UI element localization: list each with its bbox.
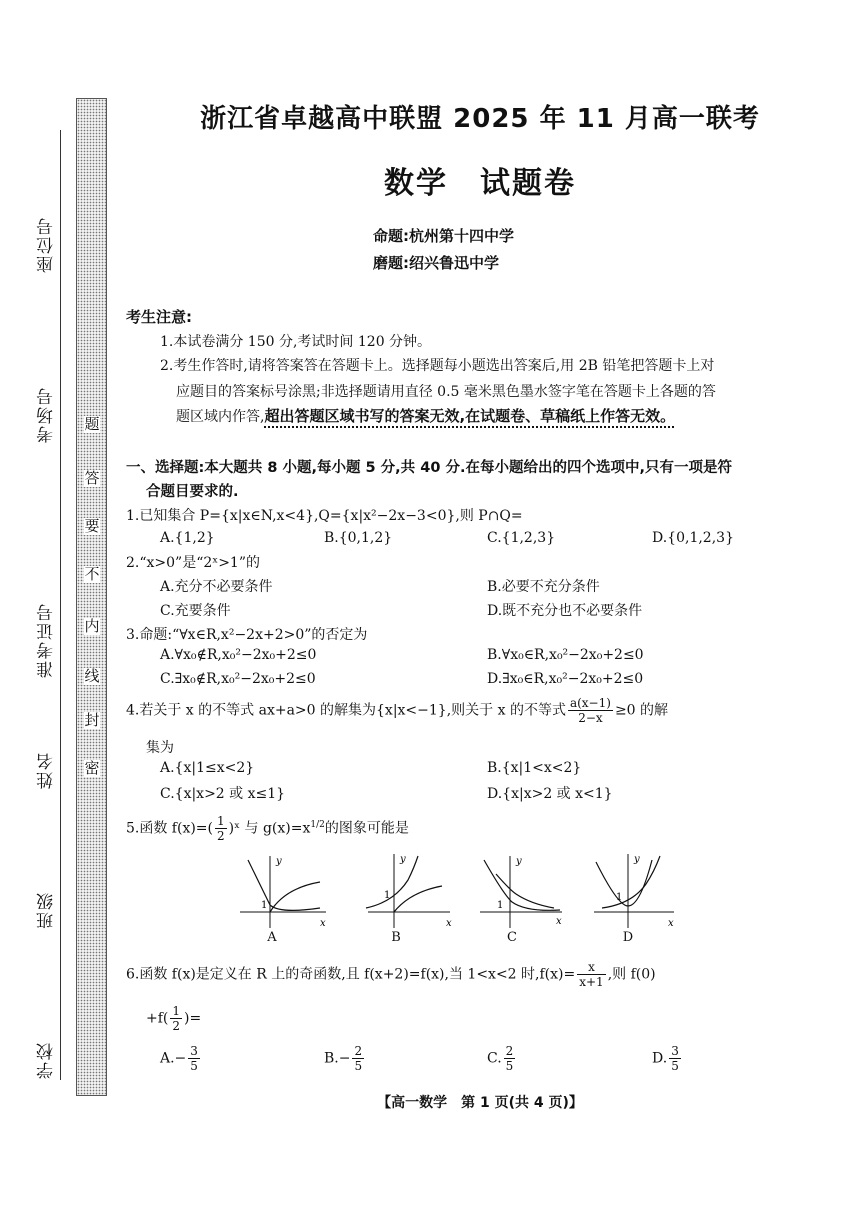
question-6-option-c	[487, 1044, 517, 1073]
notice-title: 考生注意:	[126, 308, 192, 326]
graph-d-y-label: y	[634, 854, 640, 865]
question-2-option-d: D.既不充分也不必要条件	[487, 603, 643, 619]
question-5-fraction	[215, 814, 227, 843]
question-1-option-b: B.{0,1,2}	[324, 530, 393, 546]
fraction-numerator: 3	[190, 1044, 198, 1058]
notice-item-2-line-1: 2.考生作答时,请将答案答在答题卡上。选择题每小题选出答案后,用 2B 铅笔把答题卡上对	[160, 358, 715, 374]
seal-char: 答	[84, 469, 100, 487]
graph-d-x-label: x	[668, 918, 674, 929]
graph-b-x-label: x	[446, 918, 452, 929]
question-4-stem-line-2: 集为	[146, 740, 174, 756]
question-6-line-2-fraction	[170, 1004, 182, 1033]
question-6-stem-text: 6.函数 f(x)是定义在 R 上的奇函数,且 f(x+2)=f(x),当 1<x<2 时,f(x)=	[126, 966, 576, 983]
graph-b-y-label: y	[400, 854, 406, 865]
fraction-denominator: 5	[505, 1059, 514, 1073]
graph-c	[476, 850, 571, 930]
seal-char: 要	[84, 517, 100, 535]
seal-char: 密	[84, 759, 100, 777]
question-1-option-d: D.{0,1,2,3}	[652, 530, 734, 546]
graph-a-label: A	[267, 930, 277, 945]
setter-credit: 命题:杭州第十四中学	[373, 227, 514, 245]
option-fraction	[188, 1044, 200, 1073]
question-3-option-b: B.∀x₀∈R,x₀²−2x₀+2≤0	[487, 647, 644, 663]
option-fraction	[669, 1044, 681, 1073]
question-3-option-a: A.∀x₀∉R,x₀²−2x₀+2≤0	[160, 647, 317, 663]
question-6-line-2-post: )=	[184, 1010, 202, 1027]
fraction-denominator: 5	[671, 1059, 679, 1073]
page-footer: 【高一数学 第 1 页(共 4 页)】	[377, 1095, 583, 1111]
fraction-denominator: 5	[354, 1059, 363, 1073]
question-4-stem-text: 4.若关于 x 的不等式 ax+a>0 的解集为{x|x<−1},则关于 x 的不等式	[126, 702, 566, 719]
fraction-denominator: 2	[217, 829, 225, 843]
question-2-stem: 2.“x>0”是“2ˣ>1”的	[126, 555, 260, 571]
graph-a-x-label: x	[320, 918, 326, 929]
question-6-line-2-pre: +f(	[146, 1010, 169, 1027]
seal-char: 封	[84, 711, 100, 729]
question-3-option-c: C.∃x₀∉R,x₀²−2x₀+2≤0	[160, 671, 316, 687]
graph-a-exp-curve	[248, 860, 320, 910]
notice-item-2-line-3-text: 题区域内作答,	[176, 409, 265, 425]
name-label: 姓名	[37, 751, 57, 789]
question-6-stem	[126, 960, 656, 989]
graph-d-label: D	[622, 930, 634, 945]
fraction-denominator: x+1	[579, 975, 604, 989]
question-5-exponent: 1/2	[310, 819, 325, 830]
exam-room-label: 考场号	[37, 386, 57, 444]
graph-c-x-label: x	[556, 916, 562, 927]
option-fraction	[504, 1044, 516, 1073]
question-4-fraction	[568, 696, 613, 725]
option-prefix: C.	[487, 1050, 502, 1067]
section-1-heading-line-2: 合题目要求的.	[146, 484, 239, 500]
fraction-numerator: x	[577, 960, 605, 975]
notice-item-2-line-3	[176, 405, 675, 426]
graph-c-label: C	[507, 930, 517, 945]
question-6-fraction	[577, 960, 605, 989]
question-4-stem	[126, 696, 668, 725]
question-4-option-d: D.{x|x>2 或 x<1}	[487, 786, 613, 802]
graph-a-one-label: 1	[261, 900, 268, 911]
graph-d	[588, 850, 683, 930]
question-6-stem-line-2	[146, 1004, 201, 1033]
fraction-denominator: 2−x	[578, 711, 603, 725]
section-1-heading: 一、选择题:本大题共 8 小题,每小题 5 分,共 40 分.在每小题给出的四个选项中,只有一项是符	[126, 460, 732, 476]
question-2-option-a: A.充分不必要条件	[160, 579, 273, 595]
graph-b-one-label: 1	[384, 890, 391, 901]
option-prefix: A.−	[160, 1050, 187, 1067]
graph-d-one-label: 1	[616, 892, 623, 903]
class-label: 班级	[37, 891, 57, 929]
reviewer-credit: 磨题:绍兴鲁迅中学	[373, 254, 499, 272]
question-6-stem-end: ,则 f(0)	[607, 966, 656, 983]
graph-a-power-curve	[270, 882, 320, 912]
fraction-numerator: 2	[505, 1044, 514, 1058]
question-5-stem-mid: )ˣ 与 g(x)=x	[228, 820, 311, 837]
question-4-option-b: B.{x|1<x<2}	[487, 760, 582, 776]
question-6-option-a	[160, 1044, 202, 1073]
option-fraction	[352, 1044, 364, 1073]
seal-char: 题	[84, 415, 100, 433]
graph-c-y-label: y	[516, 856, 522, 867]
fraction-numerator: 2	[354, 1044, 363, 1058]
binding-line	[60, 130, 61, 1080]
notice-emphasis: 超出答题区域书写的答案无效,在试题卷、草稿纸上作答无效。	[264, 407, 676, 425]
seal-char: 内	[84, 617, 100, 635]
graph-d-exp-curve	[596, 860, 652, 906]
question-4-option-a: A.{x|1≤x<2}	[160, 760, 255, 776]
graph-a	[240, 850, 335, 930]
question-4-stem-end: ≥0 的解	[614, 702, 669, 719]
fraction-denominator: 2	[172, 1019, 181, 1033]
graph-b-power-curve	[394, 886, 442, 912]
graph-a-y-label: y	[276, 856, 282, 867]
graph-b-exp-curve	[366, 856, 418, 908]
question-6-option-d	[652, 1044, 683, 1073]
question-6-option-b	[324, 1044, 366, 1073]
seal-char: 不	[84, 565, 100, 583]
question-3-option-d: D.∃x₀∈R,x₀²−2x₀+2≤0	[487, 671, 644, 687]
question-5-stem-end: 的图象可能是	[324, 820, 409, 837]
seal-char: 线	[84, 667, 100, 685]
option-prefix: D.	[652, 1050, 668, 1067]
question-1-stem: 1.已知集合 P={x|x∈N,x<4},Q={x|x²−2x−3<0},则 P∩Q=	[126, 508, 523, 524]
graph-c-exp-curve	[484, 860, 560, 910]
fraction-numerator: 1	[217, 814, 225, 828]
fraction-numerator: a(x−1)	[569, 696, 611, 710]
fraction-numerator: 1	[172, 1004, 181, 1018]
graph-c-power-curve	[496, 874, 554, 908]
graph-b	[362, 850, 457, 930]
graph-b-label: B	[391, 930, 401, 945]
admission-number-label: 准考证号	[37, 602, 57, 678]
question-5-stem-text: 5.函数 f(x)=(	[126, 820, 214, 837]
question-4-option-c: C.{x|x>2 或 x≤1}	[160, 786, 286, 802]
question-2-option-b: B.必要不充分条件	[487, 579, 600, 595]
fraction-numerator: 3	[671, 1044, 679, 1058]
notice-item-2-line-2: 应题目的答案标号涂黑;非选择题请用直径 0.5 毫米黑色墨水签字笔在答题卡上各题的答	[176, 384, 716, 400]
notice-item-1: 1.本试卷满分 150 分,考试时间 120 分钟。	[160, 334, 432, 350]
fraction-denominator: 5	[190, 1059, 198, 1073]
question-3-stem: 3.命题:“∀x∈R,x²−2x+2>0”的否定为	[126, 627, 368, 643]
seal-strip	[76, 98, 107, 1096]
question-1-option-a: A.{1,2}	[160, 530, 215, 546]
seat-number-label: 座位号	[37, 216, 57, 274]
graph-c-one-label: 1	[497, 900, 504, 911]
paper-subtitle: 数学 试题卷	[384, 166, 576, 201]
option-prefix: B.−	[324, 1050, 351, 1067]
question-5-stem	[126, 814, 409, 843]
question-2-option-c: C.充要条件	[160, 603, 231, 619]
exam-title: 浙江省卓越高中联盟 2025 年 11 月高一联考	[200, 104, 760, 134]
question-1-option-c: C.{1,2,3}	[487, 530, 556, 546]
school-label: 学校	[37, 1041, 57, 1079]
